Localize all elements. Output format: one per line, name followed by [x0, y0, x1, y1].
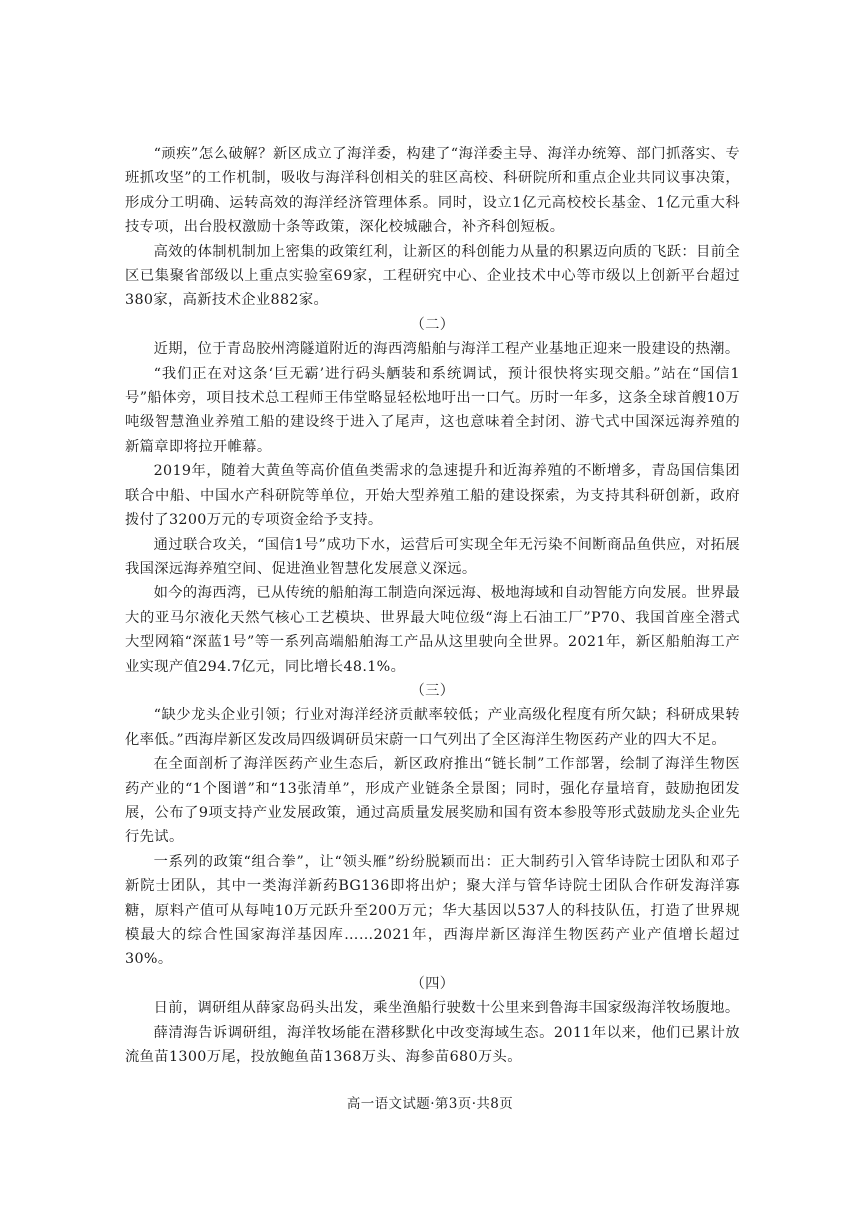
- paragraph: “缺少龙头企业引领；行业对海洋经济贡献率较低；产业高级化程度有所欠缺；科研成果转化率低。”西海岸新区发改局四级调研员宋蔚一口气列出了全区海洋生物医药产业的四大不足。: [125, 707, 740, 748]
- paragraph: 近期，位于青岛胶州湾隧道附近的海西湾船舶与海洋工程产业基地正迎来一股建设的热潮。: [153, 341, 740, 358]
- paragraph: “顽疾”怎么破解？新区成立了海洋委，构建了“海洋委主导、海洋办统筹、部门抓落实、专班抓攻坚”的工作机制，吸收与海洋科创相关的驻区高校、科研院所和重点企业共同议事决策，形成分工明确、运转高效的海洋经济管理体系。同时，设立1亿元高校校长基金、1亿元重大科技专项，出台股权激励十条等政策，深化校城融合，补齐科创短板。: [125, 146, 740, 236]
- section-heading-4: （四）: [410, 975, 455, 992]
- paragraph: 在全面剖析了海洋医药产业生态后，新区政府推出“链长制”工作部署，绘制了海洋生物医药产业的“1个图谱”和“13张清单”，形成产业链条全景图；同时，强化存量培育，鼓励抱团发展，公布了9项支持产业发展政策，通过高质量发展奖励和国有资本参股等形式鼓励龙头企业先行先试。: [125, 756, 740, 846]
- paragraph: 2019年，随着大黄鱼等高价值鱼类需求的急速提升和近海养殖的不断增多，青岛国信集团联合中船、中国水产科研院等单位，开始大型养殖工船的建设探索，为支持其科研创新，政府拨付了3200万元的专项资金给予支持。: [125, 463, 740, 529]
- document-body: [125, 142, 740, 1069]
- page-footer: 高一语文试题·第3页·共8页: [346, 1096, 514, 1112]
- paragraph: 日前，调研组从薛家岛码头出发，乘坐渔船行驶数十公里来到鲁海丰国家级海洋牧场腹地。: [153, 1000, 740, 1017]
- paragraph: 一系列的政策“组合拳”，让“领头雁”纷纷脱颖而出：正大制药引入管华诗院士团队和邓子新院士团队，其中一类海洋新药BG136即将出炉；聚大洋与管华诗院士团队合作研发海洋寡糖，原料产值可从每吨10万元跃升至200万元；华大基因以537人的科技队伍，打造了世界规模最大的综合性国家海洋基因库……2021年，西海岸新区海洋生物医药产业产值增长超过30%。: [125, 853, 740, 968]
- paragraph: 薛清海告诉调研组，海洋牧场能在潜移默化中改变海域生态。2011年以来，他们已累计放流鱼苗1300万尾，投放鲍鱼苗1368万头、海参苗680万头。: [125, 1024, 740, 1066]
- section-heading-3: （三）: [410, 682, 455, 699]
- paragraph: “我们正在对这条‘巨无霸’进行码头舾装和系统调试，预计很快将实现交船。”站在“国信1号”船体旁，项目技术总工程师王伟堂略显轻松地吁出一口气。历时一年多，这条全球首艘10万吨级智慧渔业养殖工船的建设终于进入了尾声，这也意味着全封闭、游弋式中国深远海养殖的新篇章即将拉开帷幕。: [125, 365, 740, 455]
- paragraph: 如今的海西湾，已从传统的船舶海工制造向深远海、极地海域和自动智能方向发展。世界最大的亚马尔液化天然气核心工艺模块、世界最大吨位级“海上石油工厂”P70、我国首座全潜式大型网箱“深蓝1号”等一系列高端船舶海工产品从这里驶向全世界。2021年，新区船舶海工产业实现产值294.7亿元，同比增长48.1%。: [125, 585, 740, 675]
- paragraph: 通过联合攻关，“国信1号”成功下水，运营后可实现全年无污染不间断商品鱼供应，对拓展我国深远海养殖空间、促进渔业智慧化发展意义深远。: [125, 536, 740, 577]
- section-heading-2: （二）: [410, 316, 455, 333]
- paragraph: 高效的体制机制加上密集的政策红利，让新区的科创能力从量的积累迈向质的飞跃：目前全区已集聚省部级以上重点实验室69家，工程研究中心、企业技术中心等市级以上创新平台超过380家，高新技术企业882家。: [125, 243, 740, 309]
